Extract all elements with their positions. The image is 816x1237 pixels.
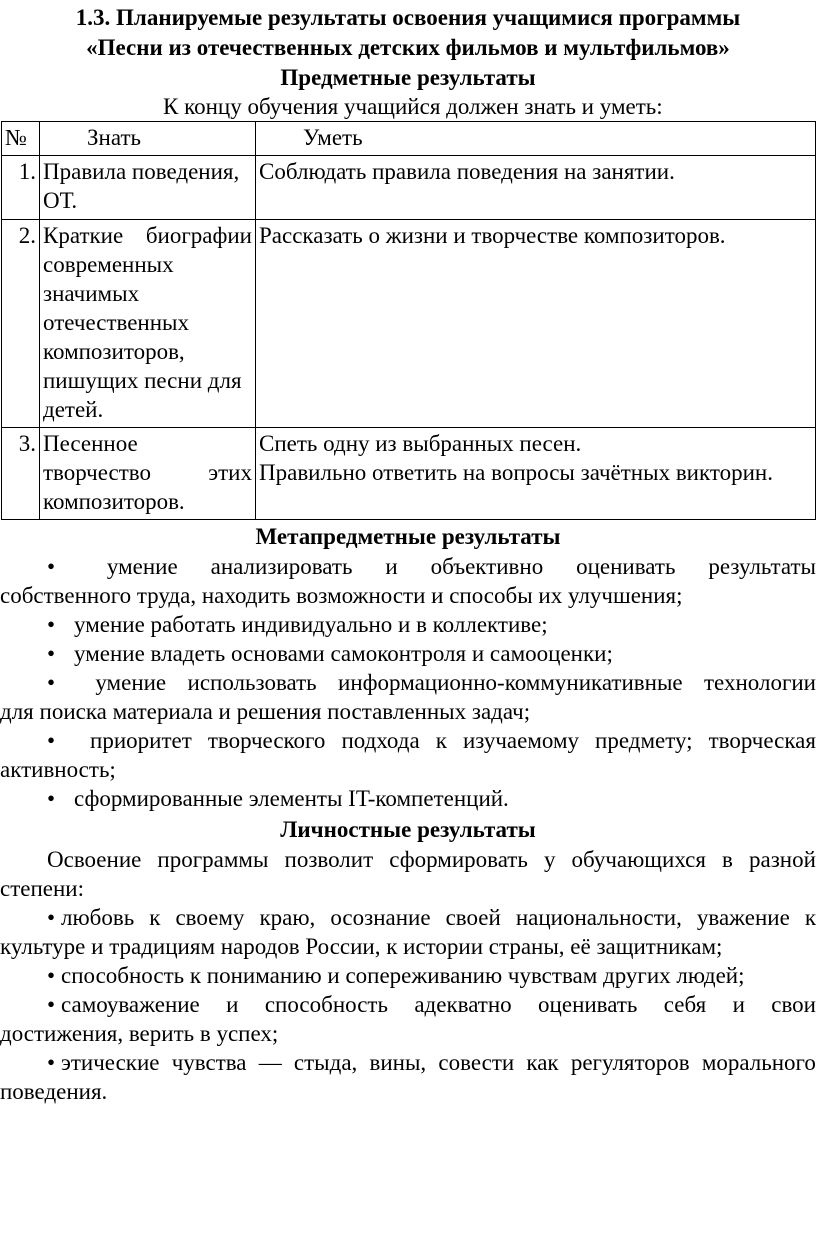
table-row bbox=[2, 428, 816, 520]
word: уважение bbox=[696, 905, 790, 930]
word: у bbox=[543, 847, 556, 872]
word: своему bbox=[175, 905, 245, 930]
can-line: Правильно ответить на вопросы зачётных викторин. bbox=[259, 460, 773, 485]
item-text: умение работать индивидуально и в коллективе; bbox=[74, 612, 548, 637]
word: вины, bbox=[369, 1050, 427, 1075]
meta-item-5-line-1 bbox=[0, 726, 816, 755]
personal-intro-line-2: степени: bbox=[0, 876, 84, 901]
row-can bbox=[256, 428, 816, 520]
word: — bbox=[258, 1050, 282, 1075]
know-line: отечественных bbox=[43, 310, 189, 335]
bullet-icon: • bbox=[47, 728, 56, 753]
word: морального bbox=[701, 1050, 816, 1075]
word: разной bbox=[748, 847, 816, 872]
bullet-icon: • bbox=[47, 641, 56, 666]
meta-item-3 bbox=[0, 639, 816, 668]
meta-item-4-line-1 bbox=[0, 668, 816, 697]
bullet-icon: • bbox=[47, 612, 56, 637]
word: адекватно bbox=[414, 992, 512, 1017]
word: любовь bbox=[61, 905, 135, 930]
personal-section bbox=[0, 845, 816, 1106]
word: к bbox=[804, 905, 816, 930]
word: изучаемому bbox=[462, 728, 580, 753]
word: совести bbox=[438, 1050, 515, 1075]
header-num: № bbox=[2, 122, 40, 156]
know-line: композиторов. bbox=[43, 489, 185, 514]
meta-item-1-line-1 bbox=[0, 552, 816, 581]
item-text: сформированные элементы IT-компетенций. bbox=[74, 786, 509, 811]
row-can bbox=[256, 156, 816, 220]
can-line: Рассказать о жизни и творчестве композиторов. bbox=[259, 223, 726, 248]
bullet-icon: • bbox=[47, 1050, 56, 1075]
bullet-icon: • bbox=[47, 992, 56, 1017]
word: осознание bbox=[330, 905, 431, 930]
word: национальности, bbox=[515, 905, 682, 930]
title-line-1: 1.3. Планируемые результаты освоения учащимися программы bbox=[75, 5, 741, 30]
header-can-label: Уметь bbox=[303, 125, 363, 150]
row-num: 1. bbox=[2, 156, 40, 220]
word: технологии bbox=[704, 670, 816, 695]
word: чувства bbox=[171, 1050, 247, 1075]
document-title bbox=[0, 3, 816, 63]
know-line: детей. bbox=[43, 397, 104, 422]
meta-item-6 bbox=[0, 784, 816, 813]
word: подхода bbox=[341, 728, 420, 753]
bullet-icon: • bbox=[47, 963, 56, 988]
word: и bbox=[385, 554, 398, 579]
personal-item-4-line-2: поведения. bbox=[0, 1079, 108, 1104]
can-line: Соблюдать правила поведения на занятии. bbox=[259, 159, 675, 184]
word: в bbox=[722, 847, 733, 872]
personal-item-1-line-1 bbox=[0, 903, 816, 932]
know-line: ОТ. bbox=[43, 188, 78, 213]
know-line: композиторов, bbox=[43, 339, 185, 364]
word: анализировать bbox=[210, 554, 353, 579]
know-line bbox=[43, 221, 252, 250]
know-line: Песенное bbox=[43, 431, 138, 456]
row-know bbox=[40, 428, 256, 520]
subject-results-heading: Предметные результаты bbox=[280, 65, 536, 90]
word: стыда, bbox=[293, 1050, 358, 1075]
table-header-row bbox=[2, 122, 816, 156]
row-num: 3. bbox=[2, 428, 40, 520]
word: краю, bbox=[259, 905, 316, 930]
meta-item-1-line-2: собственного труда, находить возможности и способы их улучшения; bbox=[0, 583, 683, 608]
bullet-icon: • bbox=[47, 554, 56, 579]
item-text: способность к пониманию и сопереживанию чувствам других людей; bbox=[61, 963, 745, 988]
word: оценивать bbox=[538, 992, 638, 1017]
meta-list bbox=[0, 552, 816, 813]
word: этические bbox=[61, 1050, 160, 1075]
word: способность bbox=[264, 992, 388, 1017]
word: Освоение bbox=[47, 847, 142, 872]
header-know bbox=[40, 122, 256, 156]
meta-item-2 bbox=[0, 610, 816, 639]
bullet-icon: • bbox=[47, 905, 56, 930]
header-know-label: Знать bbox=[87, 125, 141, 150]
personal-item-3-line-2: достижения, верить в успех; bbox=[0, 1021, 279, 1046]
word: умение bbox=[95, 670, 167, 695]
word: программы bbox=[157, 847, 269, 872]
word: информационно-коммуникативные bbox=[338, 670, 683, 695]
table-row bbox=[2, 156, 816, 220]
know-line: Правила поведения, bbox=[43, 159, 240, 184]
meta-item-4-line-2: для поиска материала и решения поставленных задач; bbox=[0, 699, 531, 724]
item-text: умение владеть основами самоконтроля и самооценки; bbox=[74, 641, 613, 666]
word: регуляторов bbox=[570, 1050, 690, 1075]
can-line: Спеть одну из выбранных песен. bbox=[259, 431, 582, 456]
personal-item-4-line-1 bbox=[0, 1048, 816, 1077]
personal-intro-line-1 bbox=[0, 845, 816, 874]
personal-item-3-line-1 bbox=[0, 990, 816, 1019]
meta-item-5-line-2: активность; bbox=[0, 757, 116, 782]
meta-results-heading: Метапредметные результаты bbox=[255, 524, 561, 549]
word: оценивать bbox=[576, 554, 676, 579]
word: к bbox=[149, 905, 161, 930]
word: предмету; bbox=[595, 728, 693, 753]
personal-item-1-line-2: культуре и традициям народов России, к истории страны, её защитникам; bbox=[0, 934, 723, 959]
know-line: современных bbox=[43, 252, 174, 277]
bullet-icon: • bbox=[47, 670, 56, 695]
word: самоуважение bbox=[61, 992, 200, 1017]
word: умение bbox=[106, 554, 178, 579]
title-line-2: «Песни из отечественных детских фильмов и мультфильмов» bbox=[86, 35, 730, 60]
word: позволит bbox=[284, 847, 374, 872]
word: и bbox=[732, 992, 745, 1017]
know-line: значимых bbox=[43, 281, 140, 306]
results-table bbox=[1, 121, 816, 520]
know-word: Краткие bbox=[43, 223, 124, 248]
word: себя bbox=[663, 992, 707, 1017]
know-word: биографии bbox=[145, 223, 252, 248]
word: свои bbox=[771, 992, 816, 1017]
row-num: 2. bbox=[2, 220, 40, 428]
word: к bbox=[435, 728, 447, 753]
word: использовать bbox=[187, 670, 317, 695]
row-know bbox=[40, 156, 256, 220]
word: творческая bbox=[708, 728, 816, 753]
word: своей bbox=[445, 905, 501, 930]
row-can bbox=[256, 220, 816, 428]
know-line: пишущих песни для bbox=[43, 368, 242, 393]
header-can bbox=[256, 122, 816, 156]
know-line: творчество этих bbox=[43, 460, 252, 485]
row-know bbox=[40, 220, 256, 428]
word: приоритет bbox=[90, 728, 192, 753]
word: сформировать bbox=[389, 847, 528, 872]
word: творческого bbox=[207, 728, 326, 753]
word: как bbox=[526, 1050, 559, 1075]
word: результаты bbox=[708, 554, 816, 579]
word: и bbox=[226, 992, 239, 1017]
word: обучающихся bbox=[571, 847, 706, 872]
personal-item-2 bbox=[0, 961, 816, 990]
personal-results-heading: Личностные результаты bbox=[280, 817, 536, 842]
word: объективно bbox=[430, 554, 544, 579]
table-row bbox=[2, 220, 816, 428]
table-intro: К концу обучения учащийся должен знать и уметь: bbox=[163, 94, 663, 119]
bullet-icon: • bbox=[47, 786, 56, 811]
